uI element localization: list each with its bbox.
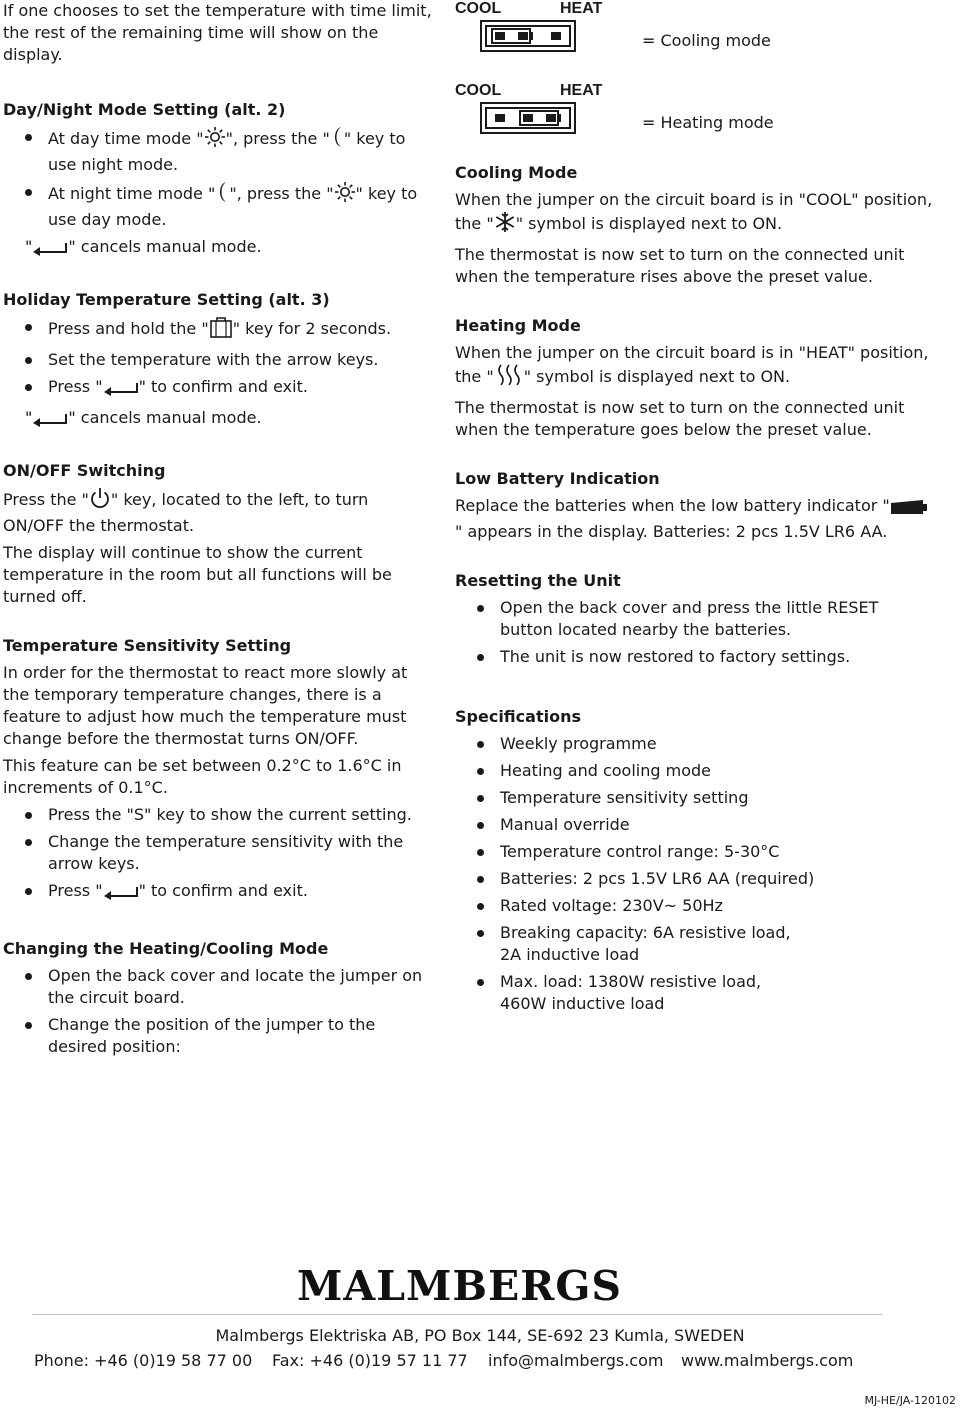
jumper-icon: [480, 102, 576, 134]
holiday-heading: Holiday Temperature Setting (alt. 3): [3, 290, 330, 309]
power-icon: [89, 487, 111, 515]
battery-heading: Low Battery Indication: [455, 469, 660, 488]
enter-icon: [32, 411, 68, 433]
snowflake-icon: [494, 211, 516, 239]
list-item: Set the temperature with the arrow keys.: [3, 349, 433, 371]
right-column: [455, 0, 935, 1020]
list-item: Press the "S" key to show the current setting.: [3, 804, 433, 826]
jumper-label-heat: HEAT: [560, 0, 603, 17]
list-item: Change the position of the jumper to the desired position:: [3, 1014, 433, 1058]
cooling-text-1: When the jumper on the circuit board is in "COOL" position, the " " symbol is displayed next to ON.: [455, 189, 935, 239]
list-item: Manual override: [455, 814, 795, 836]
footer-divider: [32, 1314, 882, 1315]
daynight-list: [3, 126, 433, 231]
sensitivity-heading: Temperature Sensitivity Setting: [3, 636, 292, 655]
battery-text: Replace the batteries when the low battery indicator "" appears in the display. Batteries: 2 pcs 1.5V LR6 AA.: [455, 495, 935, 543]
sensitivity-text-1: In order for the thermostat to react more slowly at the temporary temperature changes, there is a feature to adjust how much the temperature must change before the thermostat turns ON/OFF.: [3, 663, 408, 748]
jumper-icon: [480, 20, 576, 52]
sensitivity-text-2: This feature can be set between 0.2°C to 1.6°C in increments of 0.1°C.: [3, 756, 402, 797]
brand-logo: MALMBERGS: [297, 1262, 623, 1310]
cooling-text-2: The thermostat is now set to turn on the connected unit when the temperature rises above the preset value.: [455, 245, 905, 286]
onoff-heading: ON/OFF Switching: [3, 461, 166, 480]
list-item: Rated voltage: 230V~ 50Hz: [455, 895, 795, 917]
list-item: Temperature sensitivity setting: [455, 787, 795, 809]
enter-icon: [103, 884, 139, 906]
reset-list: [455, 597, 935, 668]
list-item: Open the back cover and press the little RESET button located nearby the batteries.: [455, 597, 935, 641]
daynight-heading: Day/Night Mode Setting (alt. 2): [3, 100, 286, 119]
specs-list: [455, 733, 815, 1015]
list-item: Heating and cooling mode: [455, 760, 795, 782]
daynight-cancel-note: " " cancels manual mode.: [3, 236, 433, 262]
holiday-cancel-note: " " cancels manual mode.: [3, 407, 433, 433]
changing-list: [3, 965, 433, 1058]
jumper-heat-description: = Heating mode: [642, 113, 774, 132]
list-item: The unit is now restored to factory settings.: [455, 646, 935, 668]
intro-text: If one chooses to set the temperature with time limit, the rest of the remaining time will show on the display.: [3, 1, 432, 64]
holiday-list: [3, 316, 433, 402]
list-item: Press and hold the " " key for 2 seconds.: [3, 316, 433, 344]
heat-waves-icon: [494, 364, 524, 392]
list-item: Temperature control range: 5-30°C: [455, 841, 795, 863]
changing-heading: Changing the Heating/Cooling Mode: [3, 939, 329, 958]
jumper-label-heat: HEAT: [560, 82, 603, 99]
list-item: At day time mode " ", press the " " key to use night mode.: [3, 126, 433, 176]
list-item: At night time mode " ", press the " " key to use day mode.: [3, 181, 433, 231]
jumper-cool-description: = Cooling mode: [642, 31, 771, 50]
jumper-label-cool: COOL: [455, 0, 502, 17]
fax-number: Fax: +46 (0)19 57 11 77: [272, 1351, 468, 1370]
list-item: Open the back cover and locate the jumper on the circuit board.: [3, 965, 433, 1009]
jumper-cool-diagram: [455, 0, 935, 60]
list-item: Weekly programme: [455, 733, 795, 755]
suitcase-icon: [209, 316, 233, 344]
low-battery-icon: [890, 499, 928, 521]
cooling-heading: Cooling Mode: [455, 163, 578, 182]
website-link[interactable]: www.malmbergs.com: [681, 1351, 854, 1370]
list-item: Change the temperature sensitivity with the arrow keys.: [3, 831, 433, 875]
jumper-label-cool: COOL: [455, 82, 502, 99]
specs-heading: Specifications: [455, 707, 581, 726]
company-address: Malmbergs Elektriska AB, PO Box 144, SE-692 23 Kumla, SWEDEN: [215, 1326, 745, 1345]
jumper-heat-diagram: [455, 82, 935, 142]
enter-icon: [32, 240, 68, 262]
sun-icon: [204, 126, 226, 154]
phone-number: Phone: +46 (0)19 58 77 00: [34, 1351, 253, 1370]
list-item: Press " " to confirm and exit.: [3, 880, 433, 906]
list-item: Batteries: 2 pcs 1.5V LR6 AA (required): [455, 868, 795, 890]
list-item: Breaking capacity: 6A resistive load, 2A inductive load: [455, 922, 795, 966]
sensitivity-list: [3, 804, 433, 906]
reset-heading: Resetting the Unit: [455, 571, 621, 590]
document-id: MJ-HE/JA-120102: [864, 1394, 956, 1407]
heating-text-2: The thermostat is now set to turn on the connected unit when the temperature goes below the preset value.: [455, 398, 905, 439]
list-item: Press " " to confirm and exit.: [3, 376, 433, 402]
onoff-text-1: Press the " " key, located to the left, to turn ON/OFF the thermostat.: [3, 487, 433, 537]
onoff-text-2: The display will continue to show the current temperature in the room but all functions will be turned off.: [3, 543, 392, 606]
email-link[interactable]: info@malmbergs.com: [488, 1351, 664, 1370]
sun-icon: [334, 181, 356, 209]
heating-text-1: When the jumper on the circuit board is in "HEAT" position, the " " symbol is displayed next to ON.: [455, 342, 935, 392]
list-item: Max. load: 1380W resistive load, 460W inductive load: [455, 971, 795, 1015]
moon-icon: [330, 126, 344, 154]
enter-icon: [103, 380, 139, 402]
moon-icon: [215, 181, 229, 209]
left-column: [3, 0, 433, 1063]
heating-heading: Heating Mode: [455, 316, 581, 335]
